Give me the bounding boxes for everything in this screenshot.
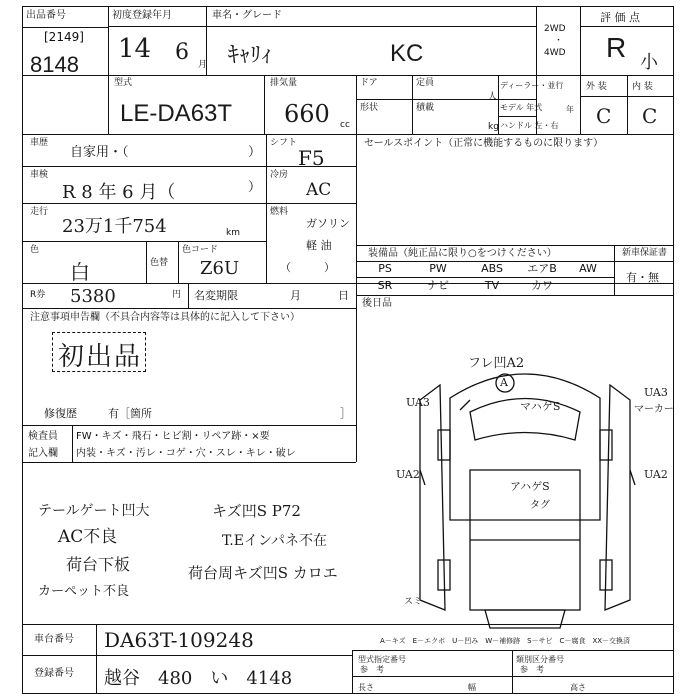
lot-bracket: [2149] [44,30,84,44]
diagram-label: UA3 [406,396,430,409]
handwritten-note: テールゲート凹大 [38,503,150,519]
cab-outline [450,374,600,520]
first-listing-text: 初出品 [58,342,143,372]
equipment-item: TV [484,279,500,292]
mileage-value: 23万1千754 [62,216,167,237]
model-year-label: モデル 年式 [500,103,543,112]
history-value: 自家用・（ [70,145,129,160]
exterior-label: 外 装 [586,82,607,92]
equipment-item: SR [377,279,393,292]
ac-label: 冷房 [270,170,289,180]
chassis-value: DA63T-109248 [104,628,254,652]
history-label: 車歴 [30,138,49,148]
check-row-2: 内装・キズ・汚レ・コゲ・穴・スレ・キレ・破レ [76,448,296,459]
kg-unit: kg [488,122,499,132]
lot-number: 8148 [30,52,79,77]
equipment-item: AW [579,262,597,275]
plate-label: 登録番号 [34,668,74,679]
chassis-label: 車台番号 [34,634,74,645]
type-label: 型式 [114,78,133,88]
type-cert-ref: 参 考 [360,665,384,674]
rating-value: R [606,32,627,63]
displacement-value: 660 [284,100,330,128]
person-unit: 人 [488,92,498,102]
notes-label: 注意事項申告欄（不具合内容等は具体的に記入して下さい） [30,312,300,323]
diagram-label: タグ [530,500,550,511]
left-side-panel [420,385,445,610]
color-value: 白 [70,260,90,284]
diagram-label: UA3 [644,386,668,399]
inspection-value: R 8 年 6 月（ [62,182,176,203]
fuel-diesel: 軽 油 [306,239,332,252]
displacement-label: 排気量 [270,78,298,88]
type-cert-label: 型式指定番号 [358,655,406,664]
rating-suffix: 小 [640,52,658,73]
model-name: ｷｬﾘｨ [228,43,273,68]
post-day-label: 後日品 [362,298,392,309]
color-change-label: 色替 [150,258,169,268]
warranty-label: 新車保証書 [622,248,668,258]
diagram-label: UA2 [396,468,420,481]
fuel-label: 燃料 [270,207,289,217]
wheel-front-right [600,430,612,460]
km-unit: km [226,228,240,238]
diagram-label: アハゲS [510,480,550,493]
model-label: 車名・グレード [212,10,282,21]
class-label: 類別区分番号 [516,655,564,664]
repair-close: ］ [340,407,351,420]
load-label: 積載 [416,103,435,113]
first-reg-month: 6 [175,40,189,65]
class-ref: 参 考 [520,665,544,674]
recorder-label: 記入欄 [28,448,58,459]
equipment-item: エアB [527,262,557,275]
shift-label: シフト [270,138,298,148]
equipment-item: ナビ [427,279,449,292]
dealer-label: ディーラー・並行 [500,81,564,90]
length-label: 長さ [358,683,374,692]
handwritten-note: カーペット不良 [38,584,130,599]
inspection-close: ） [248,180,262,195]
handwritten-note: 荷台下板 [66,555,131,574]
yen-unit: 円 [172,290,182,300]
diagram-label: マハゲS [520,400,561,413]
diagram-label: フレ凹A2 [468,356,525,371]
type-value: LE-DA63T [120,100,233,127]
shape-label: 形状 [360,103,379,113]
exterior-grade: C [596,104,612,128]
month-unit-2: 月 [290,289,301,302]
plate-value: 越谷 480 い 4148 [104,668,293,689]
repair-value: 有［箇所 [108,407,152,420]
lot-label: 出品番号 [26,10,66,21]
interior-label: 内 装 [632,82,653,92]
color-code-label: 色コード [182,245,219,255]
mileage-label: 走行 [30,207,49,217]
equipment-item: PS [378,262,392,275]
day-unit: 日 [338,289,349,302]
diagram-label: マーカー [634,404,674,415]
first-reg-year: 14 [118,34,152,64]
inspection-label: 車検 [30,170,49,180]
handwritten-note: T.Eインパネ不在 [222,533,327,549]
wheel-front-left [438,430,450,460]
fuel-other: （ ） [280,261,335,274]
color-label: 色 [30,245,40,255]
rear-bumper [485,610,565,628]
drive-dot: ・ [554,36,564,46]
handwritten-note: キズ凹S P72 [212,502,301,520]
interior-grade: C [642,104,658,128]
equipment-label: 装備品（純正品に限り○をつけください） [368,248,557,259]
sales-point-label: セールスポイント（正常に機能するものに限ります） [364,138,604,149]
height-label: 高さ [570,683,586,692]
door-label: ドア [360,78,378,88]
ac-value: AC [306,180,332,200]
first-reg-label: 初度登録年月 [112,10,172,21]
month-unit: 月 [198,60,208,70]
repair-label: 修復歴 [44,407,77,420]
equipment-item: PW [429,262,447,275]
inspector-label: 検査員 [28,431,58,442]
history-close: ） [248,145,262,160]
equipment-item: カワ [531,279,553,292]
right-side-panel [605,385,630,610]
year-unit: 年 [566,105,574,114]
width-label: 幅 [468,683,476,692]
drive-4wd: 4WD [544,48,566,58]
handwritten-note: AC不良 [58,527,118,547]
warranty-value: 有・無 [626,271,659,284]
cc-unit: cc [340,120,350,130]
diagram-label: A [500,376,508,389]
handle-label: ハンドル 左・右 [500,121,559,130]
recycle-label: R券 [30,290,46,300]
recycle-value: 5380 [70,286,116,307]
capacity-label: 定員 [416,78,435,88]
diagram-label: スミ [404,597,423,607]
handwritten-note: 荷台周キズ凹S カロエ [188,564,338,582]
check-row-1: FW・キズ・飛石・ヒビ割・リペア跡・×要 [76,431,270,442]
equipment-item: ABS [481,262,503,275]
shift-value: F5 [298,146,325,170]
name-change-label: 名変期限 [194,289,238,302]
fuel-gas: ガソリン [306,217,350,230]
diagram-label: UA2 [644,468,668,481]
damage-legend: A－キズ E－エクボ U－凹み W－補修跡 S－サビ C－腐食 XX－交換済 [380,637,631,645]
drive-2wd: 2WD [544,24,566,34]
color-code-value: Z6U [200,258,240,279]
rating-label: 評 価 点 [600,11,640,24]
grade-value: KC [390,40,424,67]
